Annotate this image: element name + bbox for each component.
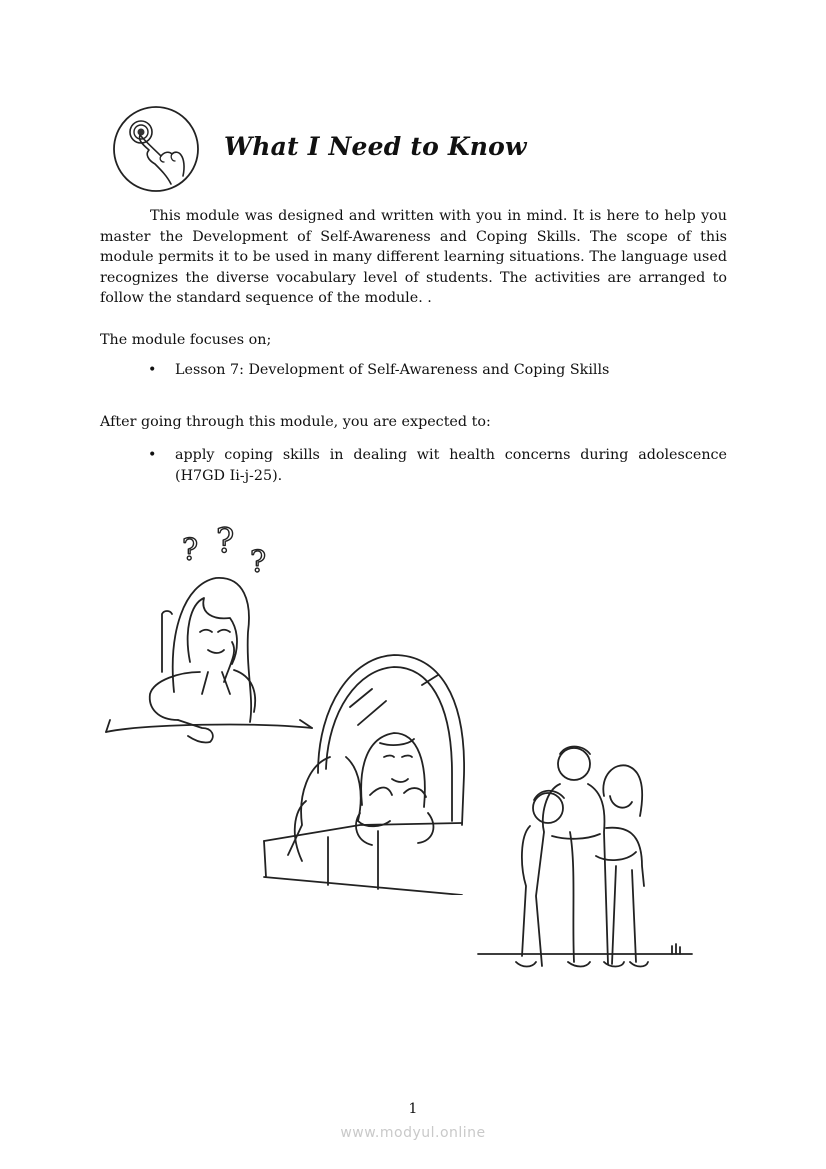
objectives-list — [100, 445, 727, 486]
bullet-icon: • — [148, 447, 157, 463]
focus-item-text: Lesson 7: Development of Self-Awareness and Coping Skills — [175, 362, 610, 378]
list-item — [100, 445, 727, 486]
question-mark-icon: ? — [182, 533, 199, 568]
focus-list — [100, 360, 727, 381]
objectives-lead: After going through this module, you are expected to: — [100, 414, 491, 430]
hand-pointer-icon — [111, 104, 201, 194]
focus-lead: The module focuses on; — [100, 332, 272, 348]
bullet-icon: • — [148, 362, 157, 378]
objective-item-text: apply coping skills in dealing wit health concerns during adolescence (H7GD Ii-j-25). — [175, 447, 727, 484]
question-mark-icon: ? — [216, 522, 235, 561]
watermark: www.modyul.online — [340, 1125, 486, 1141]
hugging-children-illustration — [476, 736, 696, 976]
page-number: 1 — [408, 1101, 418, 1117]
question-mark-icon: ? — [250, 545, 267, 580]
page-title: What I Need to Know — [224, 132, 527, 161]
mirror-girl-illustration — [262, 645, 468, 895]
intro-paragraph: This module was designed and written with you in mind. It is here to help you master the Development of Self-Awareness and Coping Skills. The scope of this module permits it to be used in many different learning situations. The language used recognizes the diverse vocabulary level of students. The activities are arranged to follow the standard sequence of the module. . — [100, 208, 727, 307]
list-item — [100, 360, 727, 381]
